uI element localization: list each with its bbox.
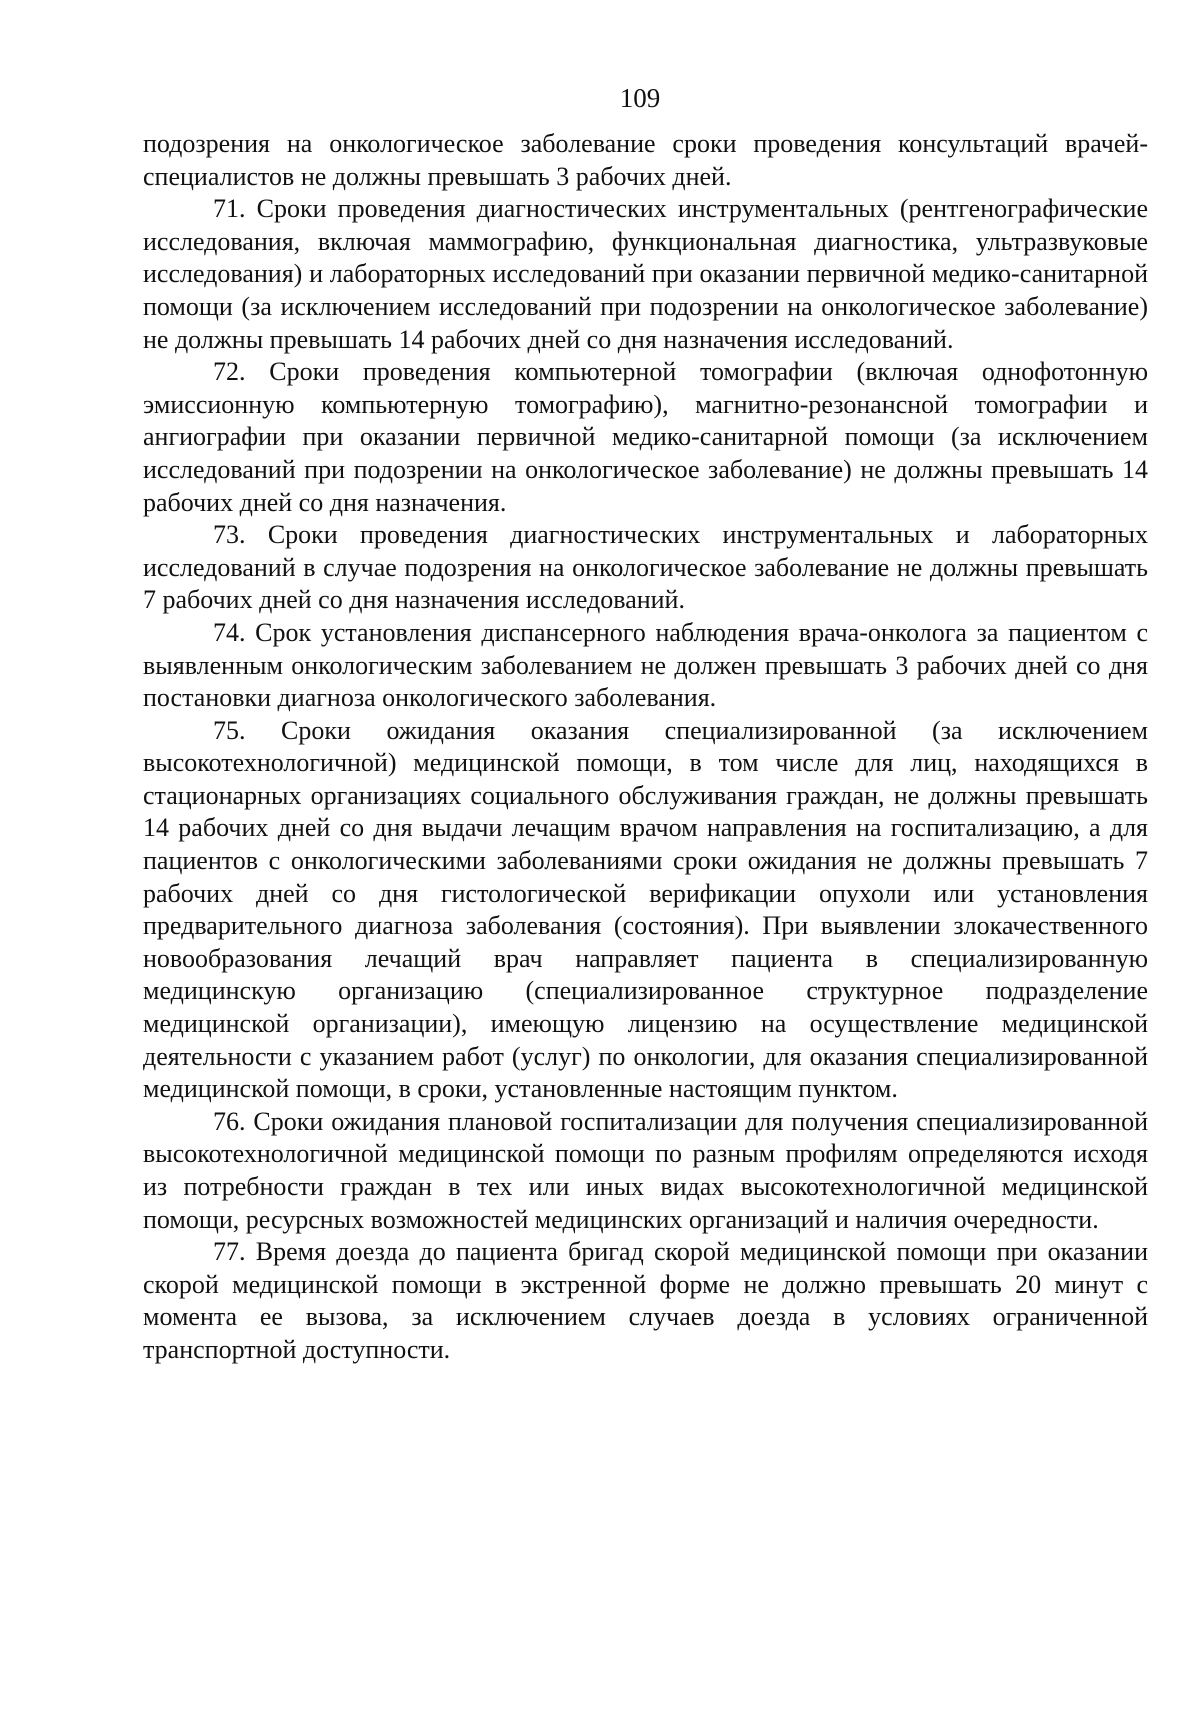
page-number: 109: [619, 83, 661, 113]
paragraph-item-73: 73. Сроки проведения диагностических инструментальных и лабораторных исследований в случае подозрения на онкологическое заболевание не должны превышать 7 рабочих дней со дня назначения исследований.: [143, 520, 1148, 615]
paragraph-item-77: 77. Время доезда до пациента бригад скорой медицинской помощи при оказании скорой медицинской помощи в экстренной форме не должно превышать 20 минут с момента ее вызова, за исключением случаев доезда в условиях ограниченной транспортной доступности.: [143, 1237, 1148, 1364]
paragraph-item-74: 74. Срок установления диспансерного наблюдения врача-онколога за пациентом с выявленным онкологическим заболеванием не должен превышать 3 рабочих дней со дня постановки диагноза онкологического заболевания.: [143, 617, 1148, 713]
paragraph-item-75: 75. Сроки ожидания оказания специализированной (за исключением высокотехнологичной) медицинской помощи, в том числе для лиц, находящихся в стационарных организациях социального обслуживания граждан, не должны превышать 14 рабочих дней со дня выдачи лечащим врачом направления на госпитализацию, а для пациентов с онкологическими заболеваниями сроки ожидания не должны превышать 7 рабочих дней со дня гистологической верификации опухоли или установления предварительного диагноза заболевания (состояния). При выявлении злокачественного новообразования лечащий врач направляет пациента в специализированную медицинскую организацию (специализированное структурное подразделение медицинской организации), имеющую лицензию на осуществление медицинской деятельности с указанием работ (услуг) по онкологии, для оказания специализированной медицинской помощи, в сроки, установленные настоящим пунктом.: [143, 715, 1148, 1104]
paragraph-item-76: 76. Сроки ожидания плановой госпитализации для получения специализированной высокотехнологичной медицинской помощи по разным профилям определяются исходя из потребности граждан в тех или иных видах высокотехнологичной медицинской помощи, ресурсных возможностей медицинских организаций и наличия очередности.: [143, 1106, 1148, 1234]
document-body: [143, 128, 1148, 1367]
paragraph-continuation: подозрения на онкологическое заболевание сроки проведения консультаций врачей-специалистов не должны превышать 3 рабочих дней.: [143, 129, 1148, 191]
paragraph-item-72: 72. Сроки проведения компьютерной томографии (включая однофотонную эмиссионную компьютерную томографию), магнитно-резонансной томографии и ангиографии при оказании первичной медико-санитарной помощи (за исключением исследований при подозрении на онкологическое заболевание) не должны превышать 14 рабочих дней со дня назначения.: [143, 357, 1148, 517]
paragraph-item-71: 71. Сроки проведения диагностических инструментальных (рентгенографические исследования, включая маммографию, функциональная диагностика, ультразвуковые исследования) и лабораторных исследований при оказании первичной медико-санитарной помощи (за исключением исследований при подозрении на онкологическое заболевание) не должны превышать 14 рабочих дней со дня назначения исследований.: [143, 194, 1148, 354]
